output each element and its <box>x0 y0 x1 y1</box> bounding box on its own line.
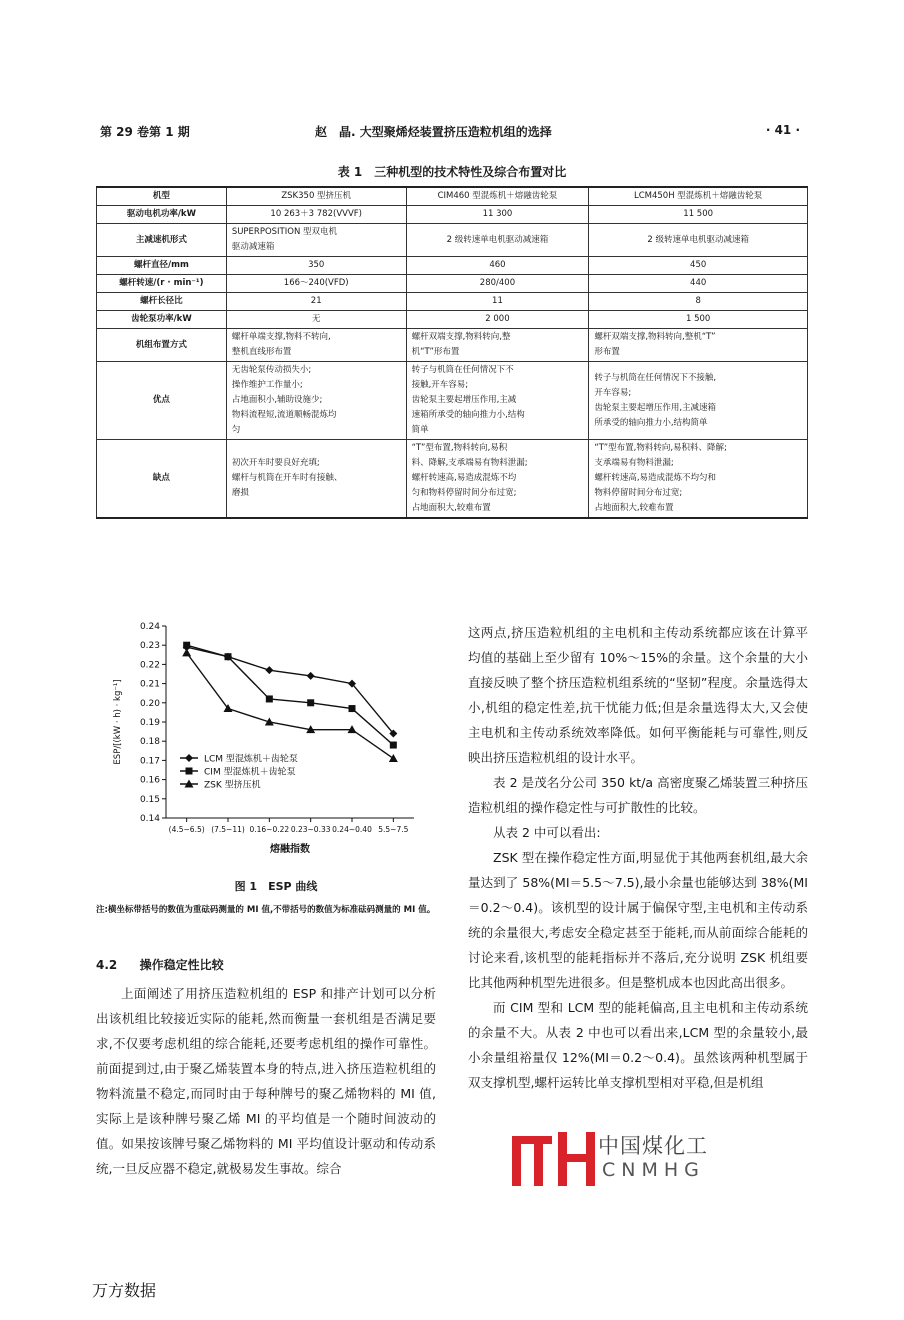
data-point-square <box>225 653 232 660</box>
column-header: 机型 <box>97 187 227 206</box>
cell-text-line: 简单 <box>411 425 429 435</box>
row-label: 缺点 <box>97 440 227 519</box>
series-line-triangle <box>187 653 394 759</box>
paragraph: ZSK 型在操作稳定性方面,明显优于其他两套机组,最大余量达到了 58%(MI＝5.5～7.5),最小余量也能够达到 38%(MI＝0.2～0.4)。该机型的设计属于偏保守型,主电机和主传动系统的余量很大,考虑安全稳定甚至于能耗,而从前面综合能耗的讨论来看,该机型的能耗指标并不落后,充分说明 ZSK 机组要比其他两种机型先进很多。但是整机成本也因此高出很多。 <box>468 850 808 990</box>
table-row <box>97 362 808 440</box>
row-label: 齿轮泵功率/kW <box>97 311 227 329</box>
cell-text-line: 转子与机筒在任何情况下不接触, <box>594 372 717 383</box>
cell-text-line: 占地面积大,较难布置 <box>594 503 674 513</box>
table-cell <box>406 257 589 275</box>
table-cell <box>589 275 808 293</box>
data-point-square <box>390 742 397 749</box>
cell-text-line: 占地面积大,较难布置 <box>411 503 491 513</box>
table-row <box>97 311 808 329</box>
cell-text-line: 450 <box>690 260 707 270</box>
data-point-square <box>307 699 314 706</box>
cell-text-line: 磨损 <box>231 488 249 498</box>
cell-text-line: 166～240(VFD) <box>283 278 349 288</box>
data-point-diamond <box>307 672 315 680</box>
watermark-logo <box>508 1128 808 1188</box>
cell-text-line: 匀 <box>231 425 241 435</box>
table-cell <box>589 257 808 275</box>
cell-text-line: 10 263＋3 782(VVVF) <box>270 209 362 219</box>
table-cell <box>589 293 808 311</box>
article-title: 赵 晶. 大型聚烯烃装置挤压造粒机组的选择 <box>315 125 552 139</box>
y-tick-label: 0.20 <box>139 698 160 709</box>
y-tick-label: 0.24 <box>139 622 160 632</box>
table-cell <box>589 206 808 224</box>
cell-text-line: 所承受的轴向推力小,结构简单 <box>594 417 708 428</box>
watermark-text-en: CNMHG <box>602 1159 705 1181</box>
y-tick-label: 0.21 <box>139 679 160 690</box>
paragraph: 上面阐述了用挤压造粒机组的 ESP 和排产计划可以分析出该机组比较接近实际的能耗,然而衡量一套机组是否满足要求,不仅要考虑机组的综合能耗,还要考虑机组的操作可靠性。前面提到过,由于聚乙烯装置本身的特点,进入挤压造粒机组的物料流量不稳定,而同时由于每种牌号的聚乙烯物料的 MI 值,实际上是该种牌号聚乙烯 MI 的平均值是一个随时间波动的值。如果按该牌号聚乙烯物料的 MI 平均值设计驱动和传动系统,一旦反应器不稳定,就极易发生事故。综合 <box>96 986 436 1176</box>
cell-text-line: 支承端易有物料泄漏; <box>594 458 674 468</box>
data-point-square <box>349 705 356 712</box>
cell-text-line: 接触,开车容易; <box>411 380 469 390</box>
row-label: 螺杆转速/(r · min⁻¹) <box>97 275 227 293</box>
y-tick-label: 0.16 <box>139 775 160 786</box>
cell-text-line: 11 <box>492 296 503 306</box>
table-row <box>97 224 808 257</box>
section-heading <box>96 956 224 973</box>
y-tick-label: 0.18 <box>139 737 160 748</box>
row-label: 螺杆直径/mm <box>97 257 227 275</box>
column-header: LCM450H 型混炼机＋熔融齿轮泵 <box>589 187 808 206</box>
cell-text-line: “T”型布置,物料转向,易积料、降解; <box>594 443 727 453</box>
y-axis-title: ESP/[(kW · h) · kg⁻¹] <box>113 679 123 765</box>
table-caption: 表 1 三种机型的技术特性及综合布置对比 <box>337 165 567 179</box>
y-tick-label: 0.15 <box>139 794 160 805</box>
table-cell <box>589 440 808 519</box>
cell-text-line: 460 <box>489 260 506 270</box>
left-column <box>96 981 436 1181</box>
row-label: 机组布置方式 <box>97 329 227 362</box>
table-cell <box>406 311 589 329</box>
x-tick-label: 0.16~0.22 <box>249 825 290 834</box>
cell-text-line: 螺杆双端支撑,物料转向,整机“T” <box>594 332 716 342</box>
table-cell <box>406 206 589 224</box>
row-label: 驱动电机功率/kW <box>97 206 227 224</box>
x-tick-label: 5.5~7.5 <box>378 825 409 834</box>
row-label: 优点 <box>97 362 227 440</box>
row-label: 螺杆长径比 <box>97 293 227 311</box>
data-point-square <box>183 642 190 649</box>
cell-text-line: 料、降解,支承端易有物料泄漏; <box>411 458 528 468</box>
table-cell <box>226 224 406 257</box>
cell-text-line: 占地面积小,辅助设施少; <box>231 395 323 405</box>
cell-text-line: 机“T”形布置 <box>411 347 460 357</box>
cell-text-line: 11 300 <box>482 209 513 219</box>
row-label: 主减速机形式 <box>97 224 227 257</box>
cell-text-line: 速箱所承受的轴向推力小,结构 <box>411 410 525 420</box>
running-header <box>100 123 810 145</box>
cnmhg-logo-icon <box>508 1128 598 1188</box>
paragraph: 从表 2 中可以看出: <box>493 825 601 840</box>
legend-marker <box>185 754 193 762</box>
journal-volume: 第 29 卷第 1 期 <box>100 125 190 139</box>
x-axis-title: 熔融指数 <box>270 844 310 855</box>
table-cell <box>406 293 589 311</box>
paragraph: 表 2 是茂名分公司 350 kt/a 高密度聚乙烯装置三种挤压造粒机组的操作稳定性与可扩散性的比较。 <box>468 775 808 815</box>
table-row <box>97 206 808 224</box>
legend-label: ZSK 型挤压机 <box>204 780 261 791</box>
cell-text-line: 8 <box>695 296 701 306</box>
table-cell <box>406 275 589 293</box>
cell-text-line: 驱动减速箱 <box>231 242 275 252</box>
comparison-table <box>96 186 808 519</box>
legend-label: CIM 型混炼机＋齿轮泵 <box>204 767 296 778</box>
table-row <box>97 275 808 293</box>
table-cell <box>226 257 406 275</box>
cell-text-line: 齿轮泵主要起增压作用,主减 <box>411 395 517 405</box>
cell-text-line: 螺杆与机筒在开车时有接触、 <box>231 473 343 483</box>
table-cell <box>406 362 589 440</box>
cell-text-line: 螺杆转速高,易造成混炼不均匀和 <box>594 473 717 483</box>
table-row <box>97 440 808 519</box>
cell-text-line: 齿轮泵主要起增压作用,主减速箱 <box>594 402 717 413</box>
cell-text-line: 转子与机筒在任何情况下不 <box>411 365 514 375</box>
table-row <box>97 257 808 275</box>
cell-text-line: 2 级转速单电机驱动减速箱 <box>446 234 549 245</box>
right-column <box>468 620 808 1095</box>
table-cell <box>226 440 406 519</box>
table-cell <box>226 206 406 224</box>
esp-line-chart <box>96 618 456 870</box>
cell-text-line: 物料停留时间分布过宽; <box>594 488 683 498</box>
cell-text-line: 2 级转速单电机驱动减速箱 <box>647 234 749 245</box>
cell-text-line: 匀和物料停留时间分布过宽; <box>411 488 517 498</box>
cell-text-line: 2 000 <box>485 314 510 324</box>
cell-text-line: 350 <box>308 260 325 270</box>
cell-text-line: 11 500 <box>683 209 714 219</box>
page-number: · 41 · <box>765 123 800 137</box>
cell-text-line: 无齿轮泵传动损失小; <box>231 365 312 375</box>
data-point-triangle <box>389 754 398 762</box>
y-tick-label: 0.14 <box>139 814 160 824</box>
cell-text-line: 螺杆双端支撑,物料转向,整 <box>411 332 511 342</box>
cell-text-line: 操作维护工作量小; <box>231 380 303 390</box>
table-header-row <box>97 187 808 206</box>
table-cell <box>226 275 406 293</box>
y-tick-label: 0.23 <box>139 641 160 652</box>
cell-text-line: 初次开车时要良好充填; <box>231 458 320 468</box>
table-cell <box>226 362 406 440</box>
table-cell <box>589 329 808 362</box>
y-tick-label: 0.17 <box>139 756 160 767</box>
x-tick-label: (4.5~6.5) <box>168 825 205 834</box>
cell-text-line: 形布置 <box>594 347 620 357</box>
cell-text-line: “T”型布置,物料转向,易积 <box>411 443 508 453</box>
x-tick-label: 0.24~0.40 <box>332 825 372 834</box>
paragraph: 而 CIM 型和 LCM 型的能耗偏高,且主电机和主传动系统的余量不大。从表 2 中也可以看出来,LCM 型的余量较小,最小余量组裕量仅 12%(MI＝0.2～0.4)。虽然该两种机型属于双支撑机型,螺杆运转比单支撑机型相对平稳,但是机组 <box>468 1000 808 1090</box>
cell-text-line: 280/400 <box>479 278 516 288</box>
figure-note: 注:横坐标带括号的数值为重砝码测量的 MI 值,不带括号的数值为标准砝码测量的 MI 值。 <box>96 905 436 915</box>
section-title: 操作稳定性比较 <box>139 958 224 972</box>
table-cell <box>589 311 808 329</box>
section-number: 4.2 <box>96 958 118 972</box>
table-cell <box>589 362 808 440</box>
cell-text-line: 螺杆转速高,易造成混炼不均 <box>411 473 517 483</box>
table-cell <box>406 224 589 257</box>
column-header: ZSK350 型挤压机 <box>226 187 406 206</box>
y-tick-label: 0.22 <box>139 660 160 671</box>
figure-caption: 图 1 ESP 曲线 <box>234 880 318 893</box>
table-cell <box>589 224 808 257</box>
x-tick-label: (7.5~11) <box>211 825 245 834</box>
data-point-diamond <box>265 666 273 674</box>
data-point-square <box>266 695 273 702</box>
cell-text-line: 物料流程短,流道顺畅混炼均 <box>231 410 337 420</box>
cell-text-line: SUPERPOSITION 型双电机 <box>231 227 338 237</box>
x-tick-label: 0.23~0.33 <box>290 825 331 834</box>
table-row <box>97 329 808 362</box>
cell-text-line: 21 <box>310 296 322 306</box>
cell-text-line: 1 500 <box>685 314 711 324</box>
cell-text-line: 螺杆单端支撑,物料不转向, <box>231 332 331 342</box>
legend-label: LCM 型混炼机＋齿轮泵 <box>204 754 298 765</box>
cell-text-line: 开车容易; <box>594 387 632 398</box>
table-cell <box>226 293 406 311</box>
footer-source: 万方数据 <box>92 1281 157 1300</box>
table-row <box>97 293 808 311</box>
column-header: CIM460 型混炼机＋熔融齿轮泵 <box>406 187 589 206</box>
paragraph: 这两点,挤压造粒机组的主电机和主传动系统都应该在计算平均值的基础上至少留有 10%～15%的余量。这个余量的大小直接反映了整个挤压造粒机组系统的“坚韧”程度。余量选得太小,机组的稳定性差,抗干忧能力低;但是余量选得太大,又会使主电机和主传动系统效率降低。如何平衡能耗与可靠性,则反映出挤压造粒机组的设计水平。 <box>468 625 808 765</box>
cell-text-line: 440 <box>690 278 707 288</box>
series-line-diamond <box>187 647 394 733</box>
table-cell <box>226 329 406 362</box>
table-cell <box>226 311 406 329</box>
table-cell <box>406 440 589 519</box>
watermark-text-cn: 中国煤化工 <box>598 1134 708 1158</box>
cell-text-line: 无 <box>311 314 321 324</box>
legend-marker <box>186 768 193 775</box>
cell-text-line: 整机直线形布置 <box>231 347 292 357</box>
table-cell <box>406 329 589 362</box>
y-tick-label: 0.19 <box>139 718 160 728</box>
data-point-triangle <box>182 648 191 656</box>
